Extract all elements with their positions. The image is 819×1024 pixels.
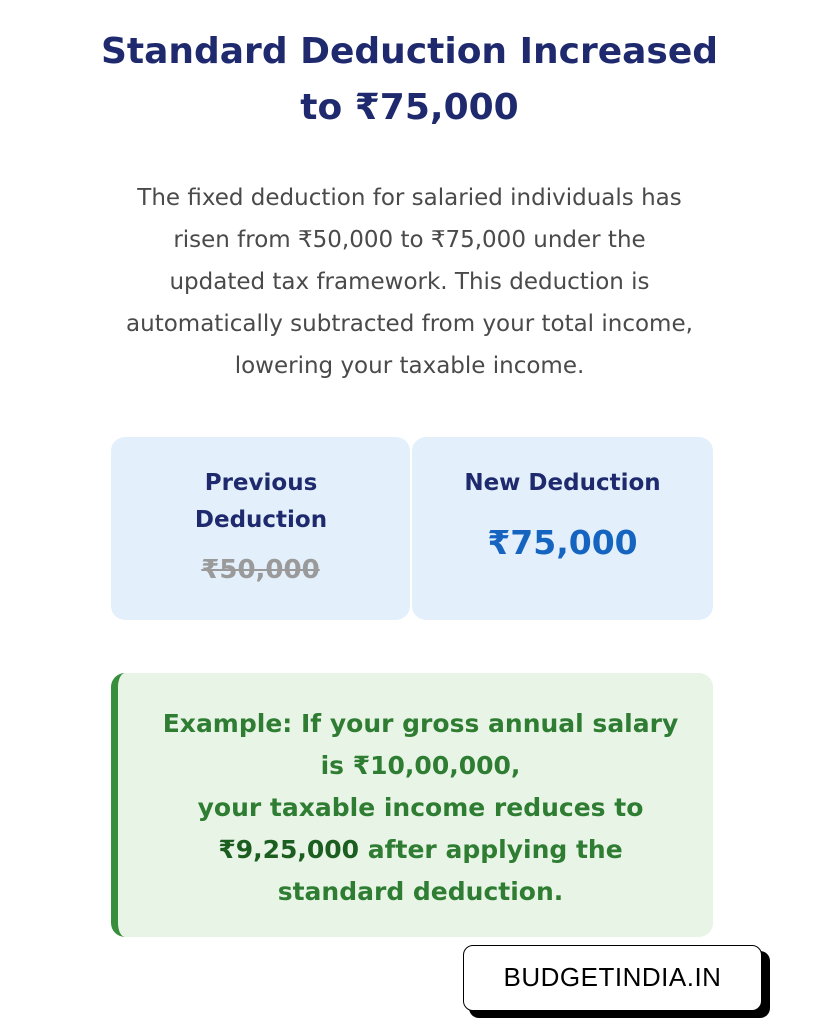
example-line-5: standard deduction. — [277, 877, 564, 906]
intro-line-5: lowering your taxable income. — [234, 353, 585, 379]
example-callout — [111, 673, 713, 937]
previous-deduction-value: ₹50,000 — [201, 555, 320, 585]
intro-paragraph — [100, 177, 719, 387]
previous-label-line-1: Previous — [204, 470, 318, 496]
example-line-1: Example: If your gross annual salary — [162, 709, 679, 738]
example-line-3: your taxable income reduces to — [197, 793, 644, 822]
page-title — [80, 24, 739, 136]
example-text — [148, 703, 693, 913]
brand-badge: BUDGETINDIA.IN — [463, 945, 762, 1011]
example-line-4: after applying the — [359, 835, 623, 864]
new-deduction-card — [412, 437, 713, 620]
intro-line-1: The fixed deduction for salaried individuals has — [137, 185, 682, 211]
title-line-1: Standard Deduction Increased — [100, 31, 719, 72]
new-deduction-value: ₹75,000 — [487, 523, 638, 562]
previous-label-line-2: Deduction — [194, 507, 328, 533]
example-highlight-amount: ₹9,25,000 — [218, 835, 360, 864]
previous-deduction-label — [161, 465, 361, 539]
intro-line-2: risen from ₹50,000 to ₹75,000 under the — [173, 227, 646, 253]
previous-deduction-card — [111, 437, 410, 620]
title-line-2: to ₹75,000 — [300, 87, 519, 128]
intro-line-4: automatically subtracted from your total income, — [126, 311, 693, 337]
new-deduction-label: New Deduction — [464, 470, 661, 496]
example-line-2: is ₹10,00,000, — [320, 751, 521, 780]
intro-line-3: updated tax framework. This deduction is — [169, 269, 650, 295]
